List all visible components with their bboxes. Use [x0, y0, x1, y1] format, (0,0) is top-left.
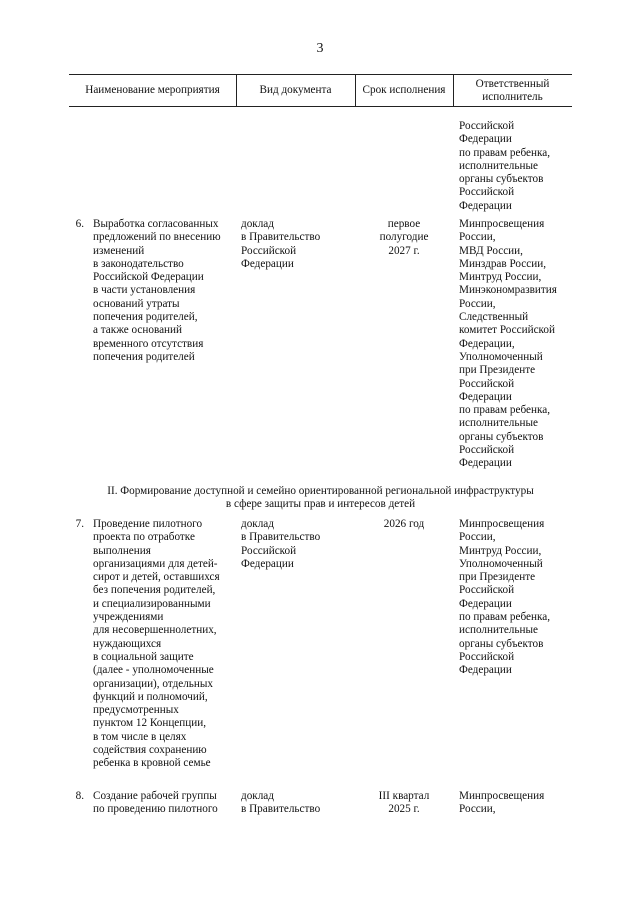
continuation-responsible: Российской Федерации по правам ребенка, исполнительные органы субъектов Российской Федерации — [459, 120, 550, 212]
row-deadline: первое полугодие 2027 г. — [379, 218, 429, 257]
row-deadline: 2026 год — [383, 518, 425, 530]
header-deadline: Срок исполнения — [362, 83, 446, 96]
table-header — [69, 74, 572, 107]
row-responsible: Минпросвещения России, Минтруд России, Уполномоченный при Президенте Российской Федерации по правам ребенка, исполнительные органы субъектов Российской Федерации — [459, 518, 550, 677]
row-name: Проведение пилотного проекта по отработке выполнения организациями для детей- сирот и детей, оставшихся без попечения родителей, и специализированными учреждениями для несовершеннолетних, нуждающихся в социальной защите (далее - уполномоченные организации), отдельных функций и полномочий, предусмотренных пунктом 12 Концепции, в том числе в целях содействия сохранению ребенка в кровной семье — [93, 518, 220, 770]
row-number: 7. — [75, 518, 84, 530]
row-deadline: III квартал 2025 г. — [378, 790, 430, 816]
row-number: 6. — [75, 218, 84, 230]
row-name: Создание рабочей группы по проведению пилотного — [93, 790, 218, 816]
row-doc-type: доклад в Правительство Российской Федерации — [241, 518, 321, 570]
header-responsible: Ответственный исполнитель — [475, 77, 550, 103]
row-doc-type: доклад в Правительство — [241, 790, 321, 816]
row-name: Выработка согласованных предложений по внесению изменений в законодательство Российской Федерации в части установления оснований утраты попечения родителей, а также оснований временного отсутствия попечения родителей — [93, 218, 221, 363]
header-doc-type: Вид документа — [259, 83, 332, 96]
section-title: II. Формирование доступной и семейно ориентированной региональной инфраструктуры в сфере защиты прав и интересов детей — [107, 485, 534, 511]
page-number: 3 — [316, 41, 324, 56]
row-number: 8. — [75, 790, 84, 802]
row-responsible: Минпросвещения России, МВД России, Минздрав России, Минтруд России, Минэкономразвития России, Следственный комитет Российской Федерации, Уполномоченный при Президенте Российской Федерации по правам ребенка, исполнительные органы субъектов Российской Федерации — [459, 218, 557, 470]
header-name: Наименование мероприятия — [85, 83, 220, 96]
row-doc-type: доклад в Правительство Российской Федерации — [241, 218, 321, 270]
row-responsible: Минпросвещения России, — [459, 790, 545, 816]
